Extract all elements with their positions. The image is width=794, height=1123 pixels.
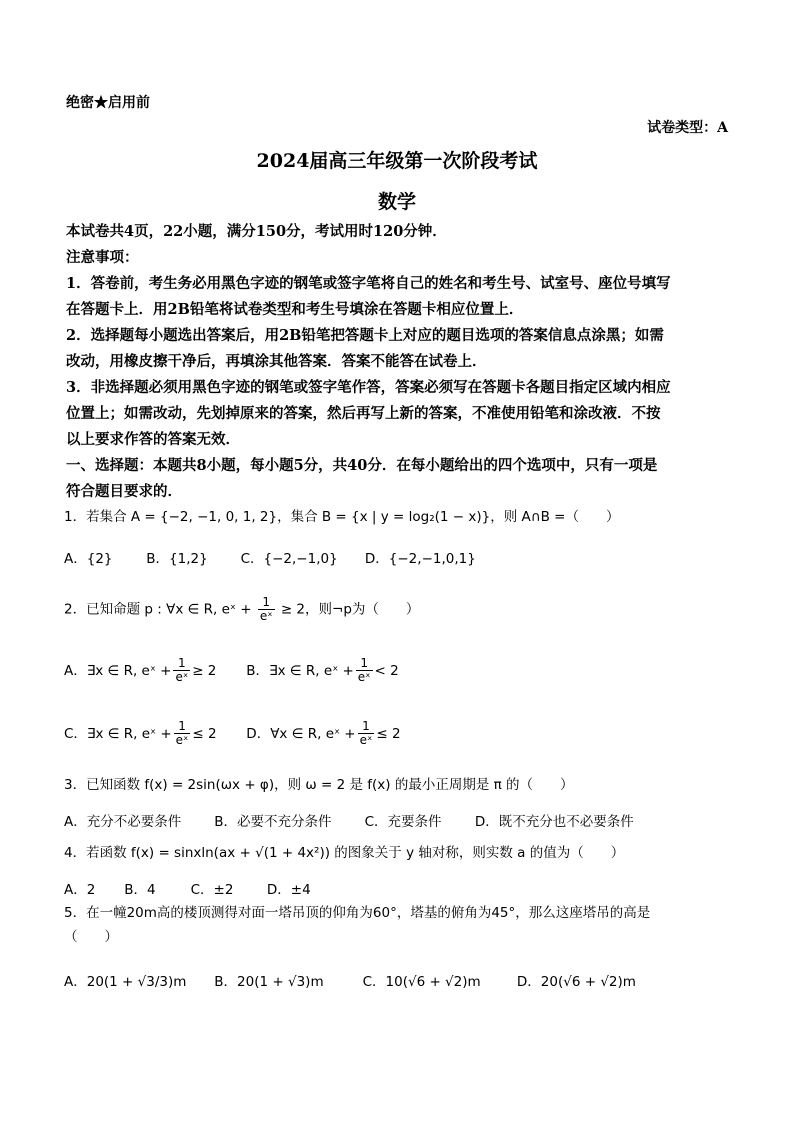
note-line: 1．答卷前，考生务必用黑色字迹的钢笔或签字笔将自己的姓名和考生号、试室号、座位号填写 [66, 275, 671, 292]
note-line: 3．非选择题必须用黑色字迹的钢笔或签字笔作答，答案必须写在答题卡各题目指定区域内相应 [66, 379, 671, 396]
option-a: A．∃x ∈ R, eˣ + $\frac{1}{\text{eˣ}}$ ≥ 2 [64, 656, 217, 684]
option-c: C．{−2,−1,0} [240, 551, 338, 567]
question-2-stem [64, 596, 734, 623]
option-b: B．{1,2} [146, 551, 208, 567]
option-c: C．10(√6 + √2)m [362, 974, 481, 990]
option-b: B．∃x ∈ R, eˣ + $\frac{1}{\text{eˣ}}$ < 2 [246, 656, 399, 684]
option-d: D．20(√6 + √2)m [516, 974, 636, 990]
question-3-options [64, 810, 734, 830]
note-line: 改动，用橡皮擦干净后，再填涂其他答案．答案不能答在试卷上． [66, 353, 487, 370]
question-1-stem: 1．若集合 A = {−2, −1, 0, 1, 2}，集合 B = {x | y = log₂(1 − x)}，则 A∩B =（ ） [64, 509, 620, 525]
option-a: A．{2} [64, 551, 113, 567]
exam-title: 2024届高三年级第一次阶段考试 [256, 150, 538, 172]
option-d: D．{−2,−1,0,1} [364, 551, 476, 567]
option-c: C．±2 [190, 882, 234, 898]
section-heading: 一、选择题：本题共8小题，每小题5分，共40分．在每小题给出的四个选项中，只有一项是 [66, 457, 658, 474]
option-d: D．±4 [266, 882, 311, 898]
option-c: C．充要条件 [364, 814, 442, 830]
subject-title: 数学 [377, 191, 416, 213]
option-a: A．充分不必要条件 [64, 814, 182, 830]
option-b: B．必要不充分条件 [214, 814, 332, 830]
question-3-stem: 3．已知函数 f(x) = 2sin(ωx + φ)，则 ω = 2 是 f(x) 的最小正周期是 π 的（ ） [64, 777, 574, 793]
question-5-stem-cont: （ ） [64, 929, 118, 945]
question-5-stem: 5．在一幢20m高的楼顶测得对面一塔吊顶的仰角为60°，塔基的俯角为45°，那么这座塔吊的高是 [64, 905, 651, 921]
notes-heading: 注意事项： [66, 249, 139, 266]
question-2-options-row2 [64, 720, 734, 747]
question-1-options [64, 547, 734, 567]
option-c: C．∃x ∈ R, eˣ + $\frac{1}{\text{eˣ}}$ ≤ 2 [64, 719, 217, 747]
stem-text: 2．已知命题 p : ∀x ∈ R, eˣ + [64, 601, 252, 618]
section-heading: 符合题目要求的． [66, 483, 182, 500]
fraction-numerator: 1 [258, 596, 275, 610]
note-line: 以上要求作答的答案无效． [66, 431, 240, 448]
stem-text: ≥ 2，则¬p为（ ） [280, 601, 420, 618]
option-a: A．20(1 + √3/3)m [64, 974, 187, 990]
option-b: B．20(1 + √3)m [214, 974, 324, 990]
option-d: D．∀x ∈ R, eˣ + $\frac{1}{\text{eˣ}}$ ≤ 2 [246, 719, 401, 747]
question-4-stem: 4．若函数 f(x) = sinxln(ax + √(1 + 4x²)) 的图象关于 y 轴对称，则实数 a 的值为（ ） [64, 845, 625, 861]
fraction-denominator: eˣ [259, 609, 273, 623]
question-4-options [64, 878, 734, 898]
note-line: 在答题卡上．用2B铅笔将试卷类型和考生号填涂在答题卡相应位置上． [66, 301, 524, 318]
question-2-options-row1 [64, 657, 734, 684]
fraction [258, 596, 275, 623]
option-b: B．4 [124, 882, 156, 898]
exam-intro: 本试卷共4页，22小题，满分150分，考试用时120分钟． [66, 223, 447, 240]
paper-type-label: 试卷类型：A [647, 120, 728, 136]
note-line: 位置上；如需改动，先划掉原来的答案，然后再写上新的答案，不准使用铅笔和涂改液．不按 [66, 405, 661, 422]
option-d: D．既不充分也不必要条件 [474, 814, 634, 830]
confidential-label: 绝密★启用前 [66, 95, 150, 111]
option-a: A．2 [64, 882, 96, 898]
question-5-options [64, 970, 734, 990]
note-line: 2．选择题每小题选出答案后，用2B铅笔把答题卡上对应的题目选项的答案信息点涂黑；如需 [66, 327, 664, 344]
